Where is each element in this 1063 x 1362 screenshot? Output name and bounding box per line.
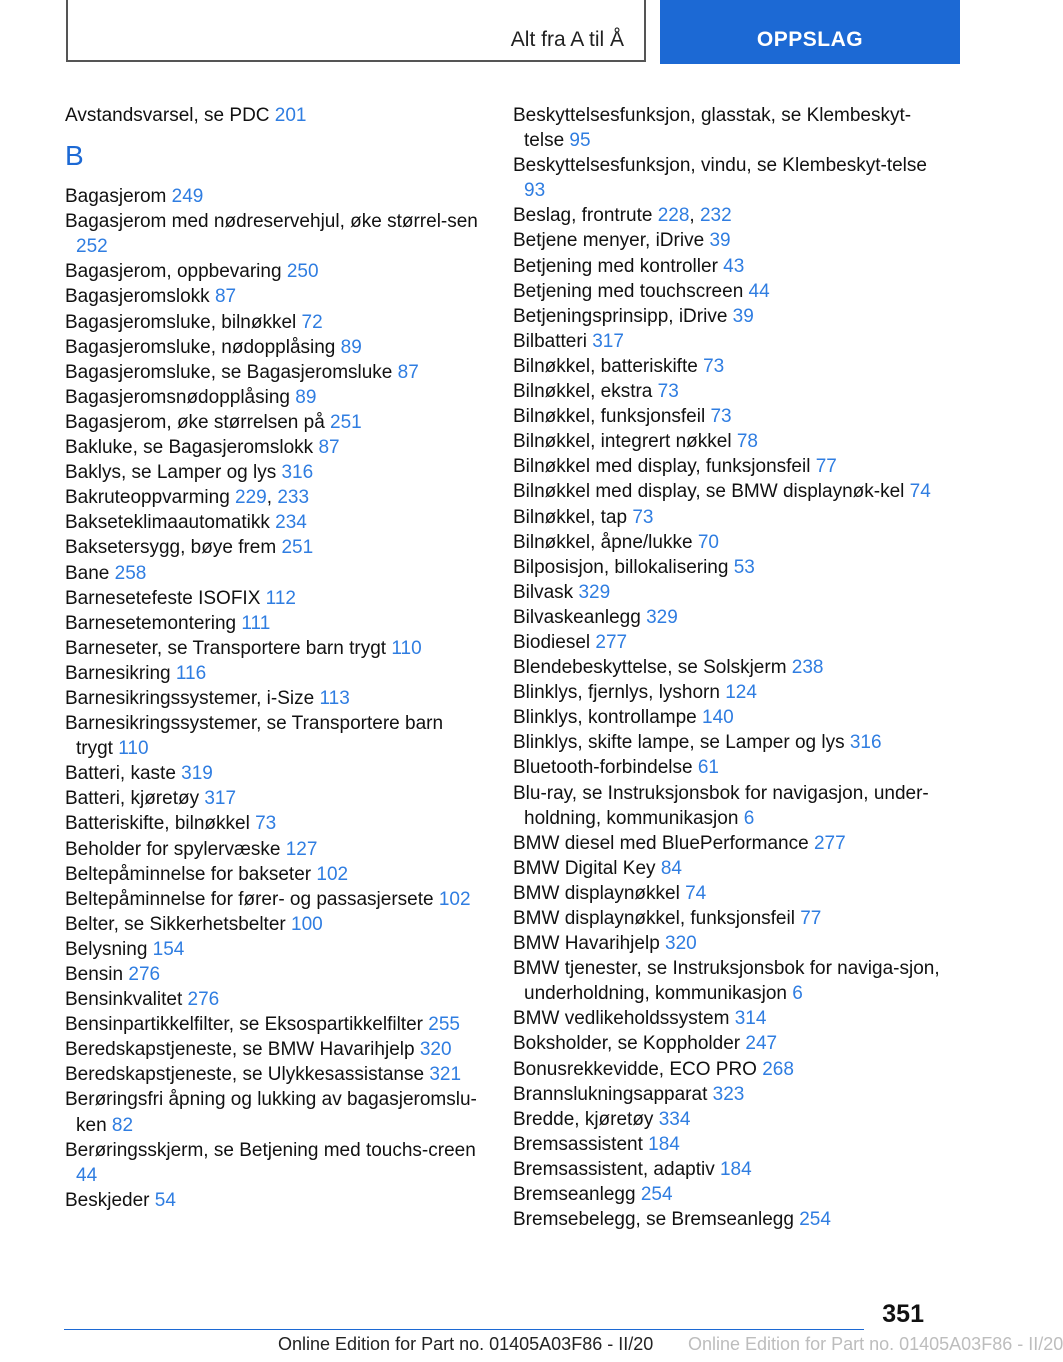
index-entry [513,228,943,253]
index-entry-text: Beltepåminnelse for fører- og passasjersete [65,888,434,910]
index-entry [65,987,485,1012]
index-entry-text: BMW Digital Key [513,857,656,879]
page-reference-link[interactable]: 184 [648,1133,680,1155]
page-reference-link[interactable]: 232 [699,205,732,227]
index-entry-text: Belter, se Sikkerhetsbelter [65,913,286,935]
index-entry [513,605,943,630]
index-entry-text: Bagasjerom [65,186,167,208]
index-entry [513,1157,943,1182]
index-entry [65,636,485,661]
page-reference-link[interactable]: 102 [316,863,349,885]
index-entry-text: Bonusrekkevidde, ECO PRO [513,1058,757,1080]
index-entry [513,429,943,454]
index-entry-text: Baklys, se Lamper og lys [65,462,277,484]
index-column-right [513,103,943,1232]
index-entry-text: Barnesetefeste ISOFIX [65,587,261,609]
page-reference-link[interactable]: 323 [712,1083,745,1105]
index-entry-text: Avstandsvarsel, se PDC [65,105,270,126]
page-reference-link[interactable]: 319 [181,763,213,785]
index-entry [65,1188,485,1213]
page-reference-link[interactable]: 320 [419,1039,452,1061]
index-entry [513,1006,943,1031]
index-entry [513,1207,943,1232]
page-reference-link[interactable]: 233 [277,487,310,509]
index-entry-text: Bagasjerom, øke størrelsen på [65,411,325,433]
index-entry [65,962,485,987]
page-reference-link[interactable]: 87 [318,437,340,459]
index-entry [65,209,485,259]
page-reference-link[interactable]: 61 [697,757,719,779]
page-reference-link[interactable]: 255 [428,1014,460,1036]
page-reference-link[interactable]: 276 [128,964,161,985]
index-entry-text: Bilposisjon, billokalisering [513,556,729,578]
index-entry-text: Batteri, kaste [65,763,176,785]
page-reference-link[interactable]: 39 [709,230,731,252]
page-reference-link[interactable]: 89 [340,336,362,358]
index-entry [513,479,943,504]
index-entry [65,1012,485,1037]
index-entry [65,385,485,410]
index-entry [65,184,485,209]
index-entry-text: Barnesikringssystemer, se Transportere barn trygt [65,713,444,760]
index-entry-text: Beskyttelsesfunksjon, vindu, se Klembeskyt-telse [513,155,927,177]
footer-edition-text: Online Edition for Part no. 01405A03F86 - II/20 [278,1334,654,1354]
page-reference-link[interactable]: 6 [792,983,803,1005]
index-entry-text: Blu-ray, se Instruksjonsbok for navigasjon, under-holdning, kommunikasjon [513,782,929,829]
index-entry-text: Blinklys, skifte lampe, se Lamper og lys [513,732,845,754]
page-reference-link[interactable]: 39 [732,305,754,327]
page-reference-link[interactable]: 110 [118,738,149,760]
page-reference-link[interactable]: 268 [762,1058,794,1080]
index-entry: Beslag, frontrute 228, 232 [513,205,732,227]
index-entry-text: Bilnøkkel, tap [513,506,628,528]
page-reference-link[interactable]: 44 [76,1164,98,1186]
index-entry [513,680,943,705]
index-entry [513,580,943,605]
index-entry-text: Bilnøkkel, ekstra [513,381,653,403]
index-entry [65,284,485,309]
index-entry [65,786,485,811]
index-entry-text: Bakruteoppvarming [65,487,230,509]
page-reference-link[interactable]: 258 [114,562,147,584]
page-reference-link[interactable]: 95 [569,130,591,152]
index-entry-text: Barneseter, se Transportere barn trygt [65,637,387,659]
index-entry-text: Bremsebelegg, se Bremseanlegg [513,1209,794,1231]
page-reference-link[interactable]: 276 [187,989,220,1011]
page-reference-link[interactable]: 111 [241,612,271,634]
index-entry [65,811,485,836]
page-reference-link[interactable]: 201 [274,105,307,126]
index-entry-text: Bagasjeromsnødopplåsing [65,386,290,408]
index-entry [65,761,485,786]
index-entry [513,931,943,956]
index-entry [65,686,485,711]
index-entry-text: Beholder for spylervæske [65,838,281,860]
page-reference-link[interactable]: 73 [657,381,679,403]
index-entry [513,1031,943,1056]
index-entry-text: Bilnøkkel, integrert nøkkel [513,431,732,453]
page-reference-link[interactable]: 317 [204,788,237,810]
page-reference-link[interactable]: 124 [725,682,757,704]
index-entry-text: Brannslukningsapparat [513,1083,708,1105]
page-reference-link[interactable]: 247 [745,1033,778,1055]
index-entry [65,535,485,560]
index-entry-text: Bensin [65,964,124,985]
index-entry [65,1062,485,1087]
page-reference-link[interactable]: 252 [76,236,108,258]
index-entry-text: Belysning [65,938,148,960]
index-entry-text: Bredde, kjøretøy [513,1108,654,1130]
index-entry [65,460,485,485]
index-entry [65,259,485,284]
index-entry [513,1132,943,1157]
index-entry-text: BMW displaynøkkel, funksjonsfeil [513,908,795,929]
index-entry-text: Bakluke, se Bagasjeromslokk [65,437,314,459]
index-entry [513,630,943,655]
section-title-box [66,0,646,62]
page-reference-link[interactable]: 70 [697,531,719,553]
page-reference-link[interactable]: 277 [813,832,846,854]
page-reference-link[interactable]: 184 [719,1158,752,1180]
index-entry [513,755,943,780]
page-reference-link[interactable]: 317 [592,330,624,352]
index-column-left [65,103,485,1213]
index-entry-text: Bensinpartikkelfilter, se Eksospartikkelfilter [65,1014,423,1036]
index-entry-text: Betjening med kontroller [513,255,718,277]
page-reference-link[interactable]: 116 [175,662,207,684]
page-reference-link[interactable]: 77 [815,456,837,478]
index-entry-text: Beslag, frontrute [513,205,653,227]
index-entry-text: Blinklys, fjernlys, lyshorn [513,682,720,704]
index-entry [513,906,943,931]
index-entry [513,153,943,203]
page-reference-link[interactable]: 321 [429,1064,462,1086]
index-entry-text: Batteriskifte, bilnøkkel [65,813,250,835]
page-reference-link[interactable]: 73 [710,406,732,428]
index-entry-text: Bilbatteri [513,330,587,352]
index-entry [513,705,943,730]
page-reference-link[interactable]: 251 [330,411,362,433]
index-entry-text: Beskjeder [65,1189,150,1211]
index-entry-text: Berøringsfri åpning og lukking av bagasjeromslu-ken [65,1089,477,1136]
index-entry-text: BMW vedlikeholdssystem [513,1008,730,1030]
section-letter: B [65,140,84,172]
index-entry [65,1037,485,1062]
index-entry-text: Baksetersygg, bøye frem [65,537,277,559]
page-reference-link[interactable]: 77 [800,908,822,929]
page-reference-link[interactable]: 74 [909,481,931,503]
index-entry [513,454,943,479]
index-entry-text: Bilvaskeanlegg [513,606,641,628]
index-entry-text: Blendebeskyttelse, se Solskjerm [513,657,787,679]
page-reference-link[interactable]: 234 [275,512,307,534]
index-entry [513,730,943,755]
index-top-entries [65,103,485,128]
page-reference-link[interactable]: 74 [685,882,707,904]
index-entry-text: Bilnøkkel med display, se BMW displaynøk-kel [513,481,905,503]
index-entry-text: Beskyttelsesfunksjon, glasstak, se Klembeskyt-telse [513,105,912,152]
page-reference-link[interactable]: 44 [748,280,770,302]
index-entry-text: Beltepåminnelse for bakseter [65,863,312,885]
page-reference-link[interactable]: 113 [319,687,350,709]
index-entry [65,862,485,887]
index-entry [513,279,943,304]
page-reference-link[interactable]: 329 [646,606,678,628]
page-reference-link[interactable]: 154 [152,938,185,960]
index-entry [513,956,943,1006]
page-reference-link[interactable]: 82 [111,1114,134,1136]
page-reference-link[interactable]: 6 [743,807,755,829]
page-reference-link[interactable]: 84 [660,857,682,879]
index-entries-right [513,103,943,1232]
index-entry [65,561,485,586]
index-entry-text: Bagasjeromsluke, nødopplåsing [65,336,336,358]
index-entry [65,103,485,128]
page-reference-link[interactable]: 102 [438,888,471,910]
index-entry-text: Boksholder, se Koppholder [513,1033,741,1055]
page-reference-link[interactable]: 73 [255,813,277,835]
index-entry-text: Bagasjeromsluke, se Bagasjeromsluke [65,361,393,383]
page-reference-link[interactable]: 54 [154,1189,176,1211]
index-entries-left [65,184,485,1213]
index-entry-text: Bakseteklimaautomatikk [65,512,270,534]
page-reference-link[interactable]: 238 [791,657,824,679]
page-reference-link[interactable]: 89 [295,386,317,408]
index-entry [513,1107,943,1132]
index-entry [513,354,943,379]
footer-rule [64,1329,864,1330]
index-entry [513,530,943,555]
index-entry [65,837,485,862]
page-reference-link[interactable]: 250 [286,261,319,283]
index-entry-text: Bensinkvalitet [65,989,183,1011]
index-entry-text: Bremseanlegg [513,1184,636,1206]
index-entry [65,410,485,435]
page-reference-link[interactable]: 110 [391,637,422,659]
page-reference-link[interactable]: 73 [703,355,725,377]
index-entry [513,254,943,279]
index-entry [513,655,943,680]
index-entry-text: Bagasjeromsluke, bilnøkkel [65,311,297,333]
index-entry [513,555,943,580]
index-entry-text: Bane [65,562,110,584]
index-entry-text: Biodiesel [513,631,591,653]
chapter-tab[interactable] [660,0,960,64]
page-number: 351 [882,1300,924,1328]
index-entry-text: BMW Havarihjelp [513,933,660,955]
footer-watermark: Online Edition for Part no. 01405A03F86 - II/20 [688,1334,1063,1354]
index-entry [513,379,943,404]
index-entry [513,781,943,831]
page-reference-link[interactable]: 329 [578,581,611,603]
index-entry: Bakruteoppvarming 229, 233 [65,487,310,509]
index-entry [513,831,943,856]
page-reference-link[interactable]: 277 [595,631,628,653]
index-entry [65,510,485,535]
index-entry [65,1087,485,1137]
index-entry [513,1182,943,1207]
index-entry [65,611,485,636]
page-reference-link[interactable]: 127 [285,838,318,860]
index-entry-text: Betjene menyer, iDrive [513,230,705,252]
index-entry-text: Barnesikringssystemer, i-Size [65,687,315,709]
index-entry-text: Betjeningsprinsipp, iDrive [513,305,728,327]
index-entry-text: Bilnøkkel, batteriskifte [513,355,698,377]
index-entry-text: Bremsassistent [513,1133,643,1155]
index-entry [65,887,485,912]
index-entry-text: BMW diesel med BluePerformance [513,832,809,854]
page-reference-link[interactable]: 320 [665,933,697,955]
index-entry [513,404,943,429]
index-entry [513,329,943,354]
index-entry [65,1138,485,1188]
index-entry-text: Bilnøkkel, åpne/lukke [513,531,693,553]
index-entry-text: Blinklys, kontrollampe [513,707,697,729]
index-entry-text: Bluetooth-forbindelse [513,757,693,779]
page-reference-link[interactable]: 249 [171,186,204,208]
index-entry-text: Beredskapstjeneste, se Ulykkesassistanse [65,1064,425,1086]
index-entry [65,360,485,385]
index-entry [513,304,943,329]
page-reference-link[interactable]: 53 [733,556,755,578]
index-entry-text: Bagasjerom med nødreservehjul, øke størrel-sen [65,211,478,233]
page-reference-link[interactable]: 93 [524,180,546,202]
page-reference-link[interactable]: 72 [301,311,323,333]
index-entry-text: Bilvask [513,581,574,603]
index-entry [65,711,485,761]
index-entry [513,881,943,906]
page-reference-link[interactable]: 314 [734,1008,767,1030]
index-entry-text: BMW tjenester, se Instruksjonsbok for naviga-sjon, underholdning, kommunikasjon [513,958,940,1005]
index-entry-text: Batteri, kjøretøy [65,788,200,810]
page-reference-link[interactable]: 43 [723,255,745,277]
index-entry [513,103,943,153]
page-reference-link[interactable]: 316 [849,732,882,754]
page-reference-link[interactable]: 229 [235,487,267,509]
index-entry [513,505,943,530]
page-reference-link[interactable]: 254 [799,1209,831,1231]
index-entry [65,310,485,335]
index-entry-text: Barnesetemontering [65,612,237,634]
page-reference-link[interactable]: 112 [265,587,296,609]
index-entry-text: Bagasjeromslokk [65,286,210,308]
page-reference-link[interactable]: 251 [281,537,314,559]
index-entry [513,1082,943,1107]
index-entry [65,435,485,460]
index-entry [65,937,485,962]
page-reference-link[interactable]: 73 [632,506,654,528]
index-entry-text: Bremsassistent, adaptiv [513,1158,715,1180]
index-entry-text: Betjening med touchscreen [513,280,744,302]
index-entry-text: Beredskapstjeneste, se BMW Havarihjelp [65,1039,415,1061]
index-entry-text: Bilnøkkel, funksjonsfeil [513,406,706,428]
index-entry [513,856,943,881]
index-entry-text: Barnesikring [65,662,171,684]
index-entry [65,912,485,937]
index-entry-text: BMW displaynøkkel [513,882,680,904]
index-entry-text: Bilnøkkel med display, funksjonsfeil [513,456,811,478]
page-reference-link[interactable]: 228 [657,205,690,227]
page-reference-link[interactable]: 78 [736,431,758,453]
index-entry [65,586,485,611]
page-header [0,0,960,66]
index-entry [65,335,485,360]
page-reference-link[interactable]: 87 [214,286,237,308]
page-reference-link[interactable]: 316 [281,462,314,484]
index-entry [65,661,485,686]
index-entry [513,1057,943,1082]
page-reference-link[interactable]: 100 [291,913,323,935]
page-reference-link[interactable]: 87 [397,361,419,383]
index-entry-text: Bagasjerom, oppbevaring [65,261,282,283]
index-entry-text: Berøringsskjerm, se Betjening med touchs-creen [65,1139,476,1161]
section-title: Alt fra A til Å [510,28,624,51]
chapter-tab-label: OPPSLAG [756,28,864,51]
page-reference-link[interactable]: 334 [658,1108,691,1130]
page-reference-link[interactable]: 140 [702,707,734,729]
page-reference-link[interactable]: 254 [640,1184,673,1206]
